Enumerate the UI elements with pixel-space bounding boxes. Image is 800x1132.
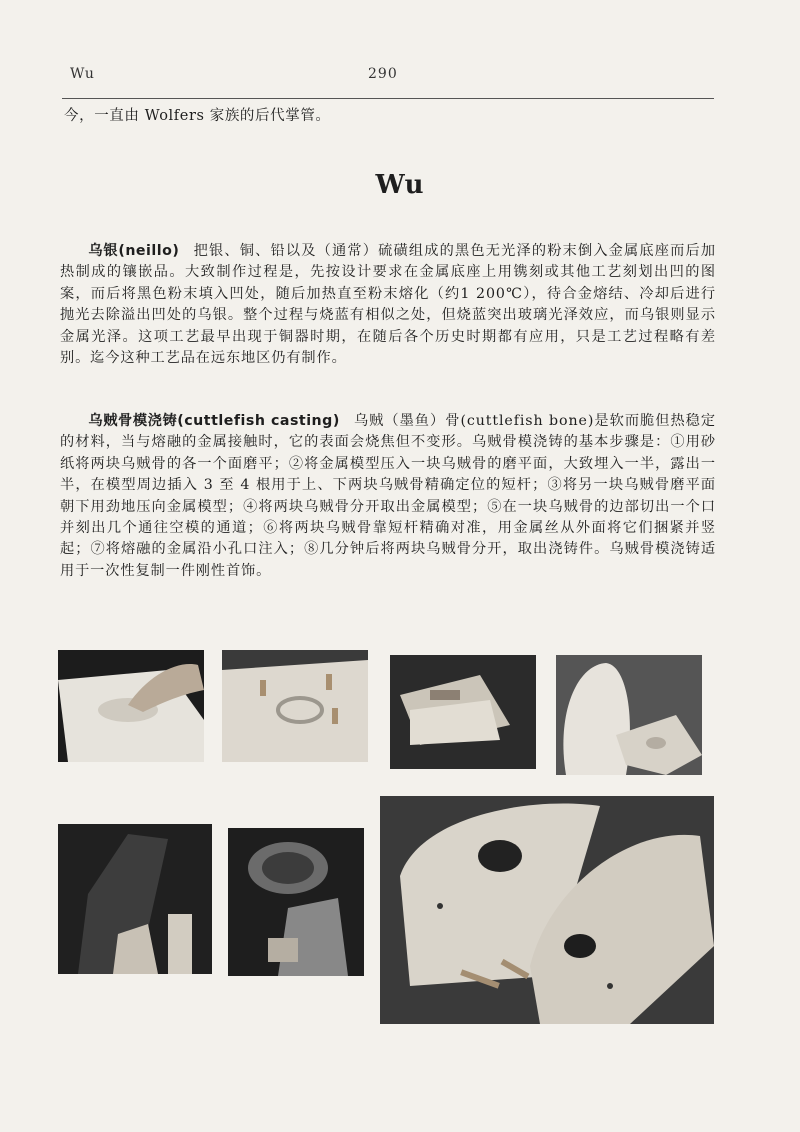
photo-pouring-metal <box>228 828 364 976</box>
entry-term: 乌贼骨模浇铸(cuttlefish casting) <box>88 413 340 429</box>
running-head <box>64 62 712 82</box>
entry-neillo <box>60 241 716 369</box>
entry-body: 把银、铜、铅以及（通常）硫磺组成的黑色无光泽的粉末倒入金属底座而后加热制成的镶嵌品。大致制作过程是，先按设计要求在金属底座上用镌刻或其他工艺刻划出凹的图案，而后将黑色粉末填入凹处，随后加热直至粉末熔化（约1 200℃），待合金熔结、冷却后进行抛光去除溢出凹处的乌银。整个过程与烧蓝有相似之处，但烧蓝突出玻璃光泽效应，而乌银则显示金属光泽。这项工艺最早出现于铜器时期，在随后各个历史时期都有应用，只是工艺过程略有差别。迄今这种工艺品在远东地区仍有制作。 <box>60 243 717 367</box>
section-letter: Wu <box>70 66 95 82</box>
photo-sanding-cuttlefish <box>58 650 204 762</box>
photo-pressing-halves <box>390 655 536 769</box>
entry-body: 乌贼（墨鱼）骨(cuttlefish bone)是软而脆但热稳定的材料，当与熔融的金属接触时，它的表面会烧焦但不变形。乌贼骨模浇铸的基本步骤是：①用砂纸将两块乌贼骨的各一个面磨平；②将金属模型压入一块乌贼骨的磨平面，大致埋入一半，露出一半，在模型周边插入 3 至 4 根用于上、下两块乌贼骨精确定位的短杆；③将另一块乌贼骨磨平面朝下用劲地压向金属模型；④将两块乌贼骨分开取出金属模型；⑤在一块乌贼骨的边部切出一个口并刻出几个通往空模的通道；⑥将两块乌贼骨靠短杆精确对准，用金属丝从外面将它们捆紧并竖起；⑦将熔融的金属沿小孔口注入；⑧几分钟后将两块乌贼骨分开，取出浇铸件。乌贼骨模浇铸适用于一次性复制一件刚性首饰。 <box>60 413 716 579</box>
entry-cuttlefish-casting <box>60 411 716 582</box>
header-rule <box>62 98 714 99</box>
page-number: 290 <box>368 66 398 82</box>
section-title: Wu <box>375 170 425 200</box>
entry-term: 乌银(neillo) <box>88 243 180 259</box>
carry-over-text: 今，一直由 Wolfers 家族的后代掌管。 <box>64 108 331 124</box>
photo-separated-halves <box>556 655 702 775</box>
photo-finished-cuttlefish-molds <box>380 796 714 1024</box>
photo-carving-channels <box>58 824 212 974</box>
photo-model-pressed <box>222 650 368 762</box>
